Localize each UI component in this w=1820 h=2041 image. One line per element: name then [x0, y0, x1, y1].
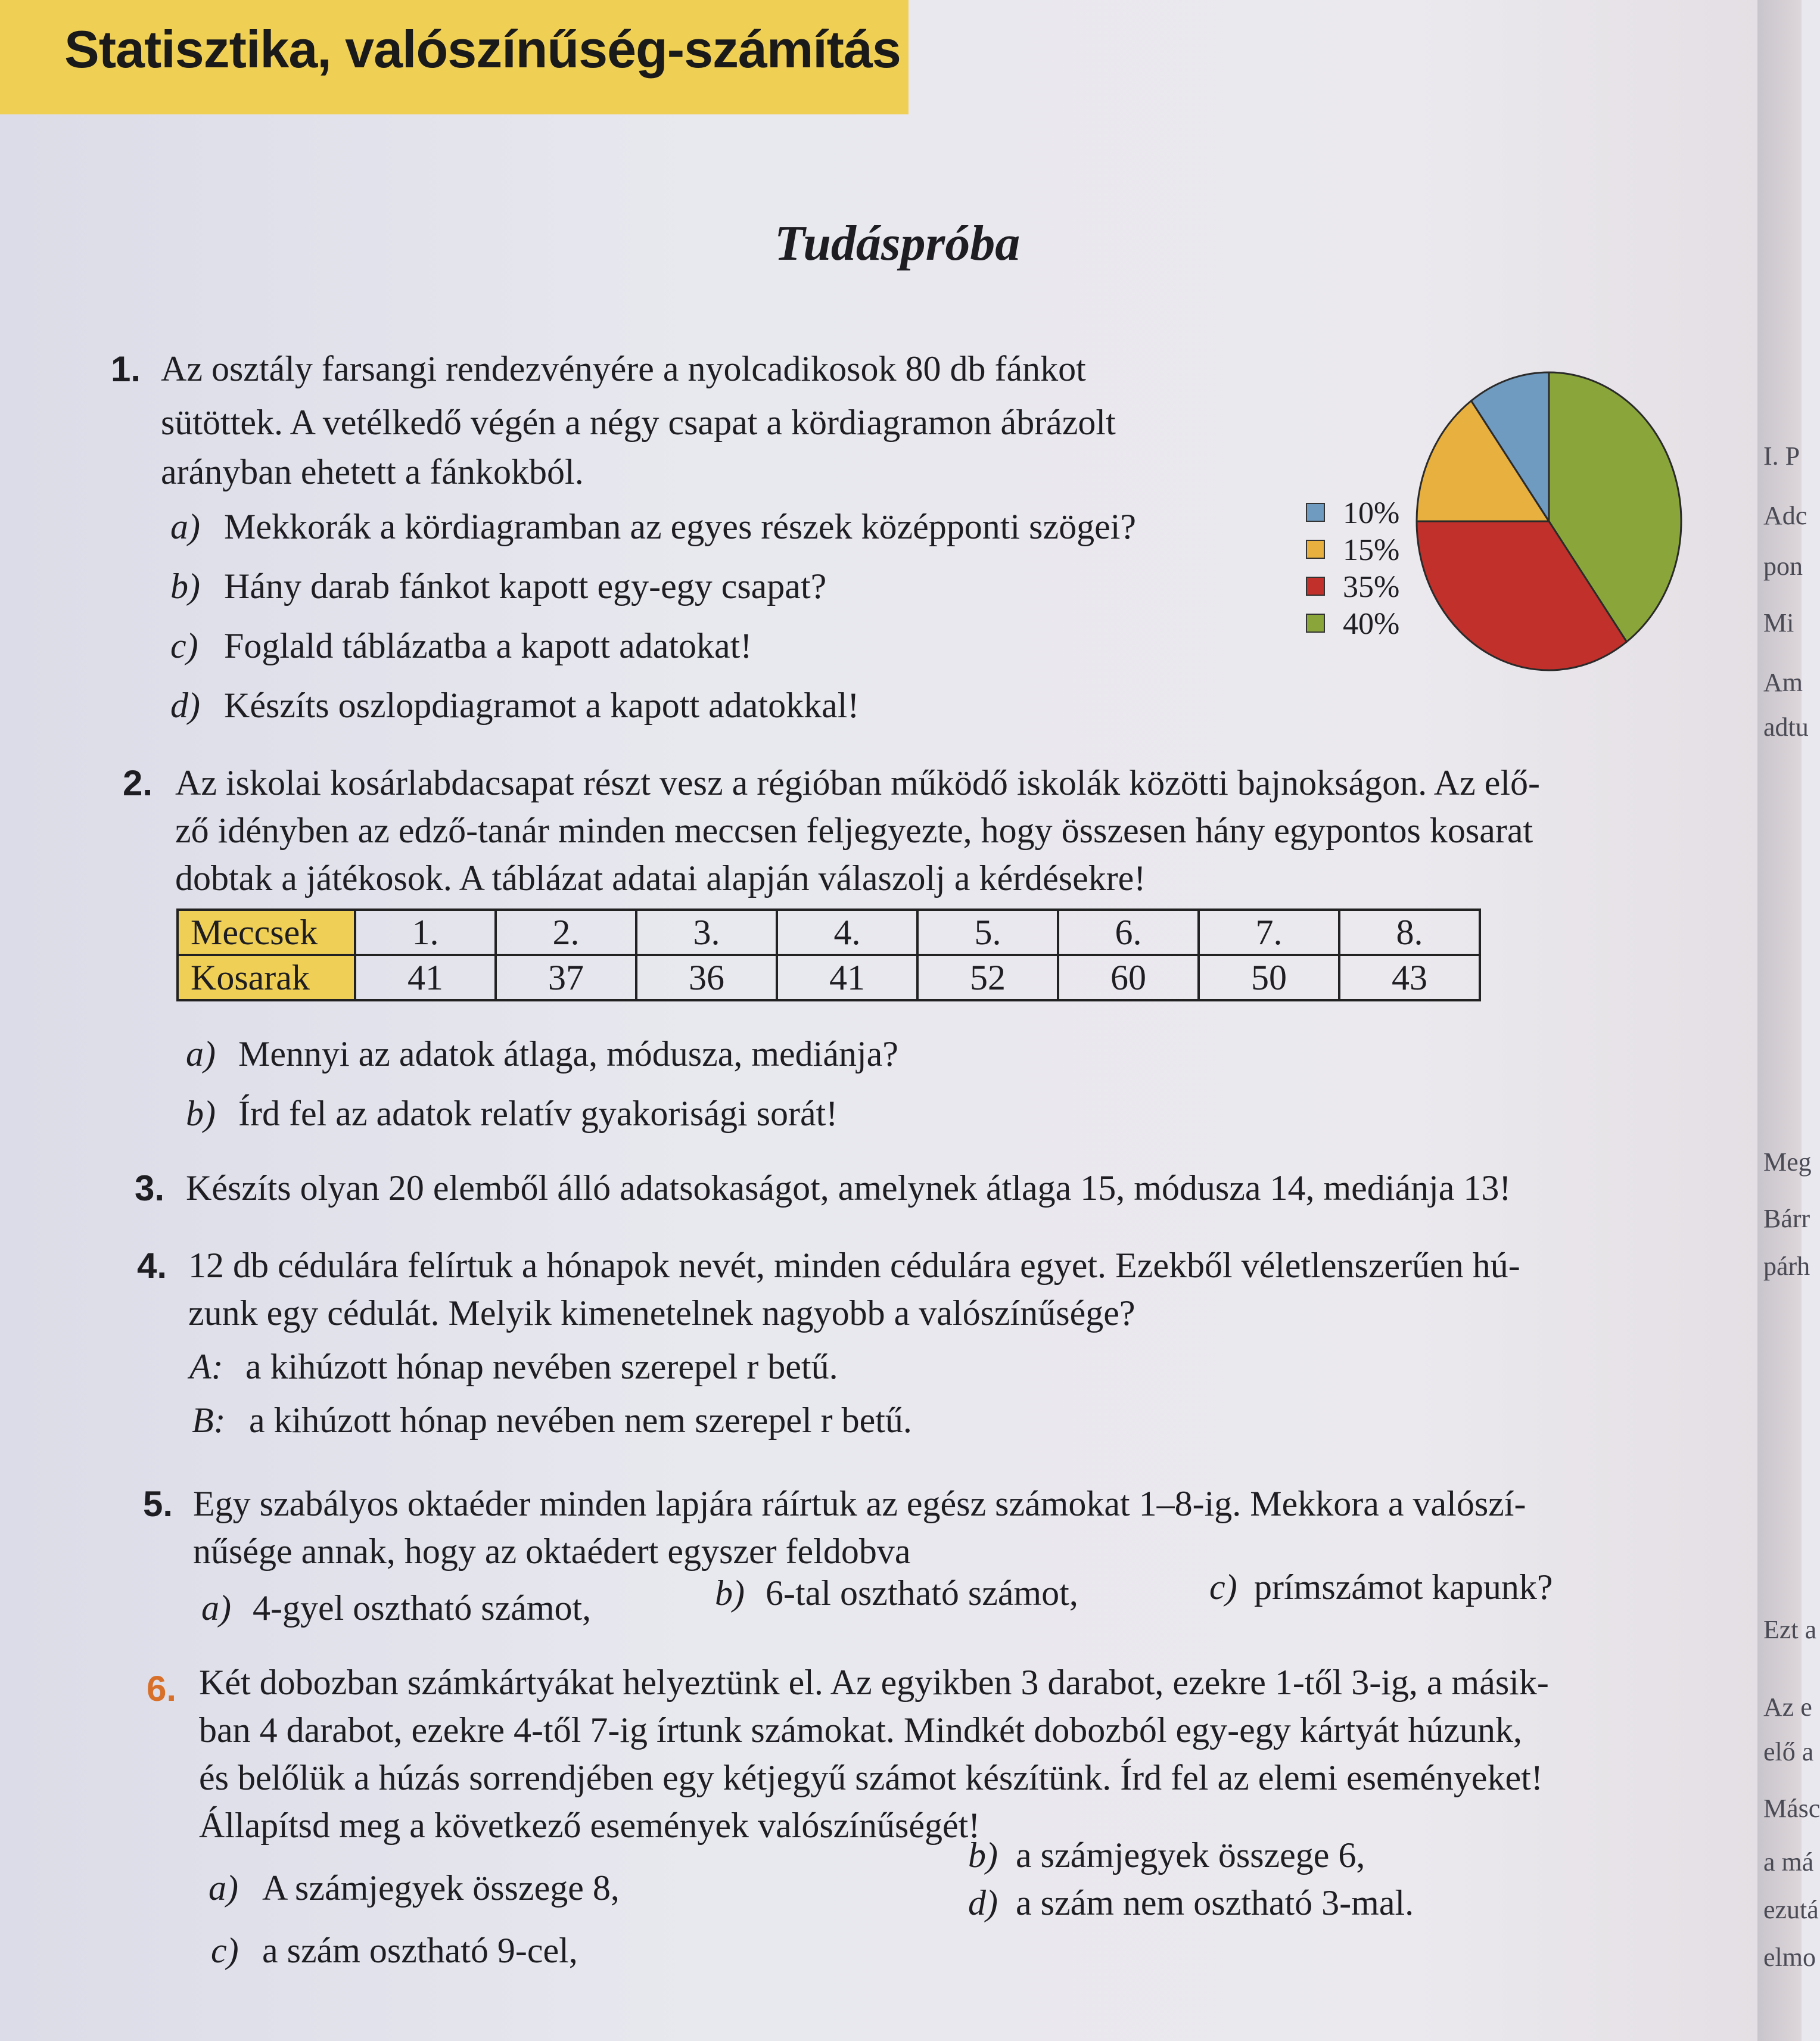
table-cell: 43: [1339, 955, 1480, 1000]
part-text: Foglald táblázatba a kapott adatokat!: [224, 626, 752, 665]
pie-chart: [1406, 366, 1692, 676]
legend-label: 40%: [1343, 607, 1400, 641]
problem-text-line: Az osztály farsangi rendezvényére a nyolcadikosok 80 db fánkot: [161, 349, 1086, 388]
legend-swatch: [1306, 614, 1325, 633]
part-text: Mennyi az adatok átlaga, módusza, mediánja?: [238, 1034, 898, 1074]
row-header: Kosarak: [178, 955, 355, 1000]
part-text: 6-tal osztható számot,: [766, 1573, 1078, 1613]
problem-number: 2.: [123, 763, 153, 803]
problem-text-line: arányban ehetett a fánkokból.: [161, 452, 584, 491]
margin-fragment: párh: [1763, 1252, 1810, 1281]
part-label: b): [968, 1835, 998, 1875]
margin-fragment: Bárr: [1763, 1204, 1810, 1233]
problem-text-line: Egy szabályos oktaéder minden lapjára ráírtuk az egész számokat 1–8-ig. Mekkora a valószí-: [193, 1484, 1526, 1523]
table-row: [178, 955, 1480, 1000]
table-cell: 41: [777, 955, 917, 1000]
margin-fragment: Am: [1763, 668, 1803, 697]
table-cell: 1.: [355, 910, 496, 955]
problem-number: 4.: [137, 1246, 167, 1286]
table-cell: 60: [1058, 955, 1199, 1000]
margin-fragment: Ezt a: [1763, 1615, 1817, 1644]
problem-number: 6.: [147, 1669, 177, 1709]
part-text: 4-gyel osztható számot,: [253, 1588, 592, 1628]
part-label: b): [170, 567, 200, 606]
table-cell: 36: [636, 955, 777, 1000]
problem-text-line: ban 4 darabot, ezekre 4-től 7-ig írtunk számokat. Mindkét dobozból egy-egy kártyát húzunk,: [199, 1710, 1522, 1750]
margin-fragment: Másc: [1763, 1794, 1820, 1823]
table-cell: 52: [917, 955, 1058, 1000]
table-cell: 4.: [777, 910, 917, 955]
part-label: d): [170, 686, 200, 725]
problem-number: 3.: [135, 1168, 165, 1208]
table-cell: 6.: [1058, 910, 1199, 955]
part-label: a): [170, 507, 200, 546]
part-label: B:: [192, 1401, 226, 1440]
legend-swatch: [1306, 577, 1325, 596]
part-text: a kihúzott hónap nevében nem szerepel r betű.: [249, 1401, 912, 1440]
problem-text-line: Állapítsd meg a következő események valószínűségét!: [199, 1806, 981, 1845]
part-label: d): [968, 1883, 998, 1922]
problem-text-line: nűsége annak, hogy az oktaédert egyszer feldobva: [193, 1532, 911, 1571]
part-label: b): [186, 1094, 216, 1133]
part-text: a szám osztható 9-cel,: [262, 1931, 578, 1970]
baskets-table: [176, 909, 1481, 1001]
problem-text-line: sütöttek. A vetélkedő végén a négy csapat a kördiagramon ábrázolt: [161, 403, 1116, 442]
part-text: a számjegyek összege 6,: [1016, 1835, 1365, 1875]
problem-text-line: ző idényben az edző-tanár minden meccsen feljegyezte, hogy összesen hány egypontos kosarat: [175, 811, 1533, 850]
table-cell: 2.: [496, 910, 636, 955]
row-header: Meccsek: [178, 910, 355, 955]
part-label: c): [1209, 1567, 1237, 1607]
legend-label: 15%: [1343, 533, 1400, 567]
problem-number: 1.: [111, 349, 141, 389]
legend-label: 10%: [1343, 496, 1400, 530]
margin-fragment: elmo: [1763, 1943, 1816, 1972]
table-cell: 3.: [636, 910, 777, 955]
margin-fragment: elő a: [1763, 1737, 1814, 1766]
margin-fragment: I. P: [1763, 441, 1800, 471]
part-text: Írd fel az adatok relatív gyakorisági sorát!: [238, 1094, 838, 1133]
table-cell: 8.: [1339, 910, 1480, 955]
part-label: A:: [189, 1347, 223, 1386]
margin-fragment: ezutá: [1763, 1895, 1819, 1924]
table-cell: 5.: [917, 910, 1058, 955]
part-label: c): [170, 626, 198, 665]
chapter-header: [0, 0, 909, 114]
part-label: b): [715, 1573, 745, 1613]
margin-fragment: adtu: [1763, 713, 1809, 742]
part-text: A számjegyek összege 8,: [262, 1868, 620, 1908]
table-cell: 50: [1199, 955, 1339, 1000]
part-text: prímszámot kapunk?: [1254, 1567, 1553, 1607]
legend-label: 35%: [1343, 570, 1400, 604]
table-row: [178, 910, 1480, 955]
problem-text-line: Két dobozban számkártyákat helyeztünk el. Az egyikben 3 darabot, ezekre 1-től 3-ig, a másik-: [199, 1663, 1549, 1702]
part-text: Hány darab fánkot kapott egy-egy csapat?: [224, 567, 827, 606]
part-label: a): [209, 1868, 238, 1908]
part-text: a kihúzott hónap nevében szerepel r betű.: [245, 1347, 838, 1386]
adjacent-page-edge: [1757, 0, 1820, 2041]
table-cell: 37: [496, 955, 636, 1000]
legend-swatch: [1306, 503, 1325, 522]
section-title: Tudáspróba: [774, 216, 1021, 271]
part-text: a szám nem osztható 3-mal.: [1016, 1883, 1414, 1922]
margin-fragment: Az e: [1763, 1692, 1812, 1722]
problem-text-line: Készíts olyan 20 elemből álló adatsokaságot, amelynek átlaga 15, módusza 14, mediánja 13!: [186, 1168, 1511, 1208]
part-text: Mekkorák a kördiagramban az egyes részek középponti szögei?: [224, 507, 1137, 546]
margin-fragment: Adc: [1763, 501, 1807, 530]
chapter-title: Statisztika, valószínűség-számítás: [64, 20, 901, 79]
problem-text-line: 12 db cédulára felírtuk a hónapok nevét, minden cédulára egyet. Ezekből véletlenszerűen hú-: [188, 1246, 1520, 1285]
margin-fragment: pon: [1763, 552, 1803, 581]
table-cell: 41: [355, 955, 496, 1000]
problem-text-line: Az iskolai kosárlabdacsapat részt vesz a régióban működő iskolák közötti bajnokságon. Az elő-: [175, 763, 1541, 802]
part-label: c): [211, 1931, 239, 1970]
table-cell: 7.: [1199, 910, 1339, 955]
part-label: a): [186, 1034, 216, 1074]
problem-number: 5.: [143, 1484, 173, 1524]
legend-swatch: [1306, 540, 1325, 559]
problem-text-line: és belőlük a húzás sorrendjében egy kétjegyű számot készítünk. Írd fel az elemi eseményeket!: [199, 1758, 1543, 1797]
part-text: Készíts oszlopdiagramot a kapott adatokkal!: [224, 686, 860, 725]
margin-fragment: Mi: [1763, 608, 1794, 637]
margin-fragment: Meg: [1763, 1147, 1812, 1177]
problem-text-line: zunk egy cédulát. Melyik kimenetelnek nagyobb a valószínűsége?: [188, 1293, 1135, 1333]
part-label: a): [201, 1588, 231, 1628]
problem-text-line: dobtak a játékosok. A táblázat adatai alapján válaszolj a kérdésekre!: [175, 858, 1146, 898]
margin-fragment: a má: [1763, 1847, 1814, 1877]
